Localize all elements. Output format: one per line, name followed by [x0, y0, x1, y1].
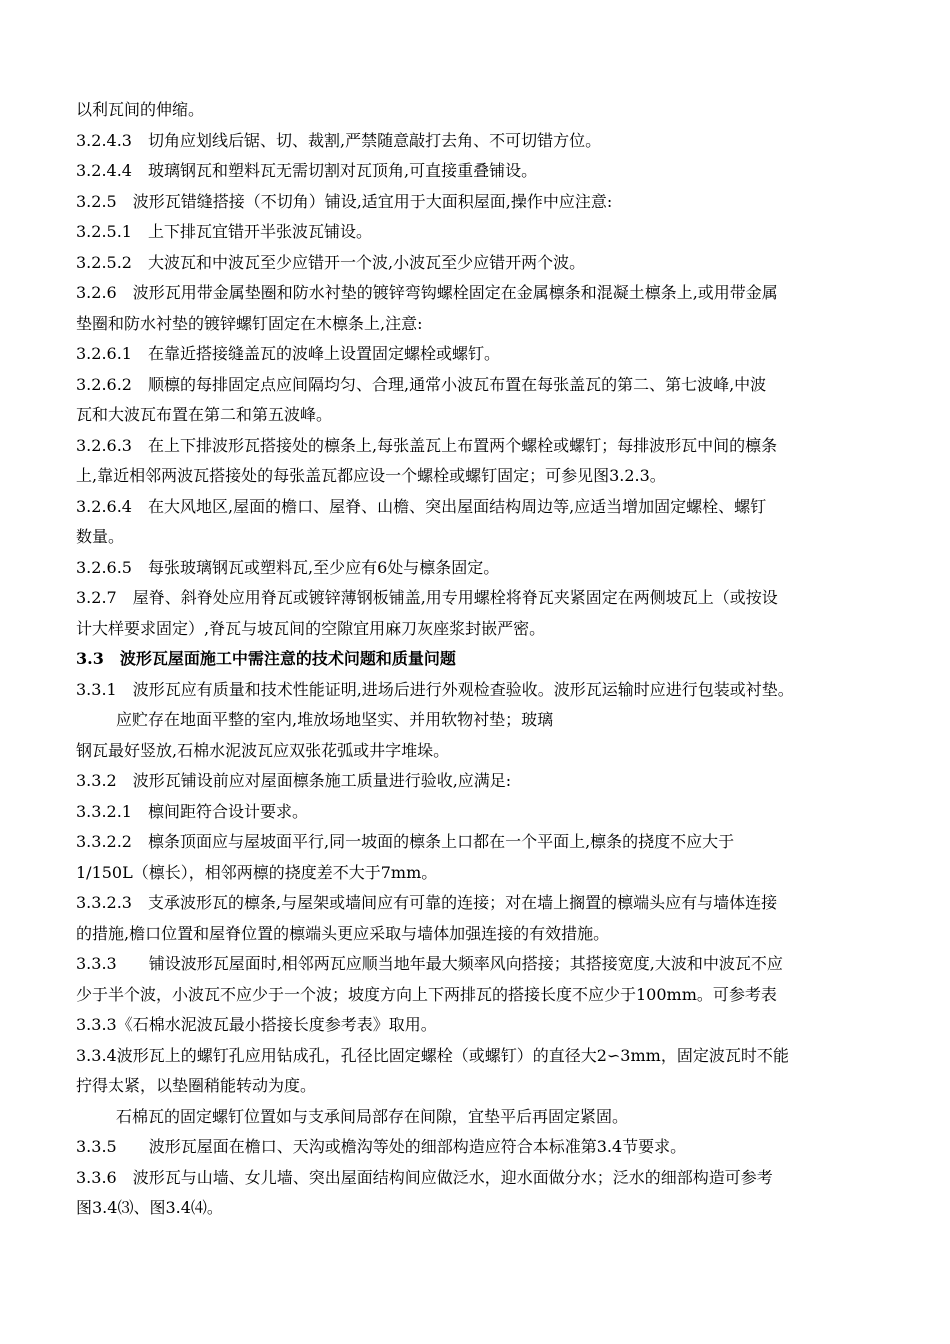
text-line: 以利瓦间的伸缩。	[76, 100, 205, 119]
clause-3-2-5-2: 3.2.5.2 大波瓦和中波瓦至少应错开一个波,小波瓦至少应错开两个波。	[76, 252, 586, 272]
clause-3-2-5-1: 3.2.5.1 上下排瓦宜错开半张波瓦铺设。	[76, 222, 372, 241]
text-line: 瓦和大波瓦布置在第二和第五波峰。	[76, 405, 333, 424]
clause-3-2-7: 3.2.7 屋脊、斜脊处应用脊瓦或镀锌薄钢板铺盖,用专用螺栓将脊瓦夹紧固定在两侧坡瓦上（或按设	[76, 588, 778, 607]
clause-3-2-6-4: 3.2.6.4 在大风地区,屋面的檐口、屋脊、山檐、突出屋面结构周边等,应适当增加固定螺栓、螺钉	[76, 496, 767, 516]
section-heading-3-3: 3.3 波形瓦屋面施工中需注意的技术问题和质量问题	[76, 649, 456, 668]
text-line: 图3.4⑶、图3.4⑷。	[76, 1198, 223, 1217]
text-line: 石棉瓦的固定螺钉位置如与支承间局部存在间隙，宜垫平后再固定紧固。	[116, 1106, 629, 1126]
clause-3-2-6-5: 3.2.6.5 每张玻璃钢瓦或塑料瓦,至少应有6处与檩条固定。	[76, 557, 500, 577]
clause-3-3-3: 3.3.3 铺设波形瓦屋面时,相邻两瓦应顺当地年最大频率风向搭接；其搭接宽度,大波和中波瓦不应	[76, 954, 783, 973]
document-page	[76, 95, 886, 1224]
text-line: 垫圈和防水衬垫的镀锌螺钉固定在木檩条上,注意:	[76, 313, 423, 333]
clause-3-2-6-3: 3.2.6.3 在上下排波形瓦搭接处的檩条上,每张盖瓦上布置两个螺栓或螺钉；每排波形瓦中间的檩条	[76, 435, 778, 455]
clause-3-2-6: 3.2.6 波形瓦用带金属垫圈和防水衬垫的镀锌弯钩螺栓固定在金属檩条和混凝土檩条上,或用带金属	[76, 283, 778, 302]
clause-3-2-5: 3.2.5 波形瓦错缝搭接（不切角）铺设,适宜用于大面积屋面,操作中应注意:	[76, 191, 613, 211]
clause-3-3-2: 3.3.2 波形瓦铺设前应对屋面檩条施工质量进行验收,应满足:	[76, 771, 512, 790]
text-line: 1/150L（檩长），相邻两檩的挠度差不大于7mm。	[76, 862, 438, 882]
clause-3-3-2-3: 3.3.2.3 支承波形瓦的檩条,与屋架或墙间应有可靠的连接；对在墙上搁置的檩端头应有与墙体连接	[76, 893, 778, 912]
clause-3-2-6-2: 3.2.6.2 顺檩的每排固定点应间隔均匀、合理,通常小波瓦布置在每张盖瓦的第二、第七波峰,中波	[76, 374, 767, 394]
clause-3-2-4-3: 3.2.4.3 切角应划线后锯、切、裁割,严禁随意敲打去角、不可切错方位。	[76, 130, 602, 150]
clause-3-3-1: 3.3.1 波形瓦应有质量和技术性能证明,进场后进行外观检查验收。波形瓦运输时应进行包装或衬垫。	[76, 679, 794, 699]
text-line: 应贮存在地面平整的室内,堆放场地坚实、并用软物衬垫；玻璃	[116, 710, 554, 729]
clause-3-3-2-1: 3.3.2.1 檩间距符合设计要求。	[76, 801, 308, 821]
clause-3-3-2-2: 3.3.2.2 檩条顶面应与屋坡面平行,同一坡面的檩条上口都在一个平面上,檩条的挠度不应大于	[76, 832, 735, 851]
text-line: 计大样要求固定）,脊瓦与坡瓦间的空隙宜用麻刀灰座浆封嵌严密。	[76, 618, 546, 638]
text-line: 上,靠近相邻两波瓦搭接处的每张盖瓦都应设一个螺栓或螺钉固定；可参见图3.2.3。	[76, 466, 666, 485]
text-line: 数量。	[76, 527, 125, 546]
clause-3-2-4-4: 3.2.4.4 玻璃钢瓦和塑料瓦无需切割对瓦顶角,可直接重叠铺设。	[76, 161, 538, 180]
text-line: 3.3.3《石棉水泥波瓦最小搭接长度参考表》取用。	[76, 1015, 437, 1034]
clause-3-3-5: 3.3.5 波形瓦屋面在檐口、天沟或檐沟等处的细部构造应符合本标准第3.4节要求。	[76, 1137, 687, 1156]
text-line: 少于半个波，小波瓦不应少于一个波；坡度方向上下两排瓦的搭接长度不应少于100mm。可参考表	[76, 984, 777, 1004]
clause-3-3-6: 3.3.6 波形瓦与山墙、女儿墙、突出屋面结构间应做泛水，迎水面做分水；泛水的细部构造可参考	[76, 1167, 773, 1187]
text-line: 拧得太紧，以垫圈稍能转动为度。	[76, 1076, 317, 1095]
text-line: 钢瓦最好竖放,石棉水泥波瓦应双张花弧或井字堆垛。	[76, 740, 450, 760]
clause-3-2-6-1: 3.2.6.1 在靠近搭接缝盖瓦的波峰上设置固定螺栓或螺钉。	[76, 344, 500, 363]
text-line: 的措施,檐口位置和屋脊位置的檩端头更应采取与墙体加强连接的有效措施。	[76, 923, 610, 943]
clause-3-3-4: 3.3.4波形瓦上的螺钉孔应用钻成孔，孔径比固定螺栓（或螺钉）的直径大2∽3mm，固定波瓦时不能	[76, 1045, 789, 1065]
